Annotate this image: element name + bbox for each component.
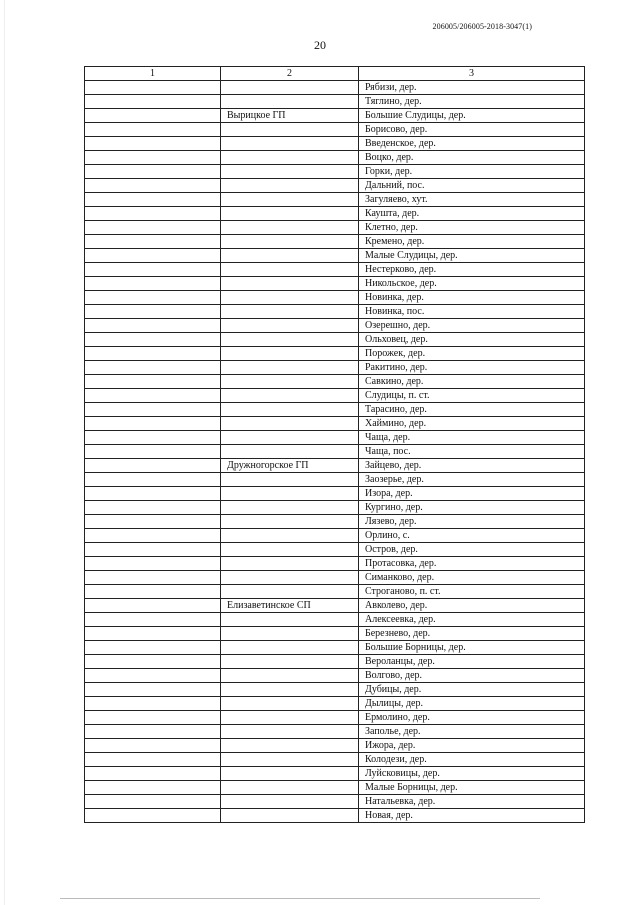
- table-row: [85, 137, 585, 151]
- cell-col-1: [85, 109, 221, 123]
- page-bottom-rule: [60, 898, 540, 899]
- table-row: [85, 221, 585, 235]
- table-row: [85, 417, 585, 431]
- cell-col-1: [85, 767, 221, 781]
- cell-settlement-unit: [221, 375, 359, 389]
- cell-locality: Дубицы, дер.: [359, 683, 585, 697]
- cell-col-1: [85, 249, 221, 263]
- table-row: [85, 263, 585, 277]
- table-row: [85, 655, 585, 669]
- table-row: [85, 515, 585, 529]
- cell-locality: Ракитино, дер.: [359, 361, 585, 375]
- cell-locality: Порожек, дер.: [359, 347, 585, 361]
- cell-col-1: [85, 753, 221, 767]
- cell-locality: Чаща, пос.: [359, 445, 585, 459]
- cell-settlement-unit: [221, 389, 359, 403]
- table-row: [85, 165, 585, 179]
- cell-locality: Тарасино, дер.: [359, 403, 585, 417]
- cell-settlement-unit: [221, 571, 359, 585]
- table-row: [85, 487, 585, 501]
- cell-locality: Ижора, дер.: [359, 739, 585, 753]
- table-row: [85, 767, 585, 781]
- cell-settlement-unit: [221, 487, 359, 501]
- table-row: [85, 235, 585, 249]
- table-row: [85, 361, 585, 375]
- cell-settlement-unit: [221, 683, 359, 697]
- cell-col-1: [85, 627, 221, 641]
- cell-locality: Каушта, дер.: [359, 207, 585, 221]
- cell-settlement-unit: [221, 795, 359, 809]
- cell-locality: Большие Слудицы, дер.: [359, 109, 585, 123]
- cell-locality: Колодези, дер.: [359, 753, 585, 767]
- column-header-2: 2: [221, 67, 359, 81]
- cell-settlement-unit: [221, 585, 359, 599]
- cell-col-1: [85, 725, 221, 739]
- cell-locality: Натальевка, дер.: [359, 795, 585, 809]
- cell-locality: Борисово, дер.: [359, 123, 585, 137]
- cell-col-1: [85, 613, 221, 627]
- cell-locality: Кремено, дер.: [359, 235, 585, 249]
- cell-settlement-unit: [221, 781, 359, 795]
- cell-settlement-unit: [221, 543, 359, 557]
- cell-col-1: [85, 697, 221, 711]
- cell-locality: Новинка, дер.: [359, 291, 585, 305]
- cell-locality: Протасовка, дер.: [359, 557, 585, 571]
- table-row: [85, 445, 585, 459]
- table-row: [85, 809, 585, 823]
- cell-col-1: [85, 193, 221, 207]
- cell-settlement-unit: [221, 249, 359, 263]
- cell-settlement-unit: [221, 739, 359, 753]
- cell-col-1: [85, 515, 221, 529]
- table-row: [85, 585, 585, 599]
- table-row: [85, 725, 585, 739]
- table-row: [85, 277, 585, 291]
- cell-settlement-unit: [221, 725, 359, 739]
- cell-col-1: [85, 319, 221, 333]
- cell-col-1: [85, 445, 221, 459]
- cell-col-1: [85, 305, 221, 319]
- cell-col-1: [85, 123, 221, 137]
- cell-settlement-unit: Елизаветинское СП: [221, 599, 359, 613]
- table-row: [85, 599, 585, 613]
- cell-locality: Вероланцы, дер.: [359, 655, 585, 669]
- cell-settlement-unit: [221, 627, 359, 641]
- cell-settlement-unit: [221, 235, 359, 249]
- table-row: [85, 543, 585, 557]
- cell-col-1: [85, 571, 221, 585]
- cell-col-1: [85, 291, 221, 305]
- table-row: [85, 291, 585, 305]
- cell-locality: Луйсковицы, дер.: [359, 767, 585, 781]
- cell-settlement-unit: [221, 557, 359, 571]
- cell-settlement-unit: [221, 179, 359, 193]
- cell-locality: Остров, дер.: [359, 543, 585, 557]
- cell-settlement-unit: [221, 221, 359, 235]
- cell-col-1: [85, 277, 221, 291]
- cell-settlement-unit: [221, 431, 359, 445]
- cell-locality: Изора, дер.: [359, 487, 585, 501]
- table-header-row: [85, 67, 585, 81]
- cell-col-1: [85, 403, 221, 417]
- cell-locality: Савкино, дер.: [359, 375, 585, 389]
- table-row: [85, 571, 585, 585]
- cell-locality: Тяглино, дер.: [359, 95, 585, 109]
- cell-locality: Волгово, дер.: [359, 669, 585, 683]
- cell-col-1: [85, 235, 221, 249]
- cell-settlement-unit: [221, 123, 359, 137]
- cell-locality: Никольское, дер.: [359, 277, 585, 291]
- cell-locality: Кургино, дер.: [359, 501, 585, 515]
- cell-settlement-unit: [221, 641, 359, 655]
- cell-locality: Рябизи, дер.: [359, 81, 585, 95]
- cell-col-1: [85, 669, 221, 683]
- cell-settlement-unit: [221, 697, 359, 711]
- cell-col-1: [85, 459, 221, 473]
- cell-col-1: [85, 655, 221, 669]
- settlements-table: [84, 66, 585, 823]
- cell-locality: Дылицы, дер.: [359, 697, 585, 711]
- table-row: [85, 613, 585, 627]
- table-row: [85, 501, 585, 515]
- cell-col-1: [85, 543, 221, 557]
- cell-settlement-unit: [221, 81, 359, 95]
- cell-col-1: [85, 221, 221, 235]
- cell-col-1: [85, 165, 221, 179]
- table-row: [85, 669, 585, 683]
- cell-locality: Хаймино, дер.: [359, 417, 585, 431]
- table-row: [85, 557, 585, 571]
- table-row: [85, 459, 585, 473]
- cell-col-1: [85, 431, 221, 445]
- table-row: [85, 627, 585, 641]
- cell-col-1: [85, 389, 221, 403]
- cell-locality: Воцко, дер.: [359, 151, 585, 165]
- cell-col-1: [85, 347, 221, 361]
- cell-settlement-unit: [221, 473, 359, 487]
- cell-settlement-unit: [221, 809, 359, 823]
- column-header-1: 1: [85, 67, 221, 81]
- cell-settlement-unit: [221, 333, 359, 347]
- table-row: [85, 193, 585, 207]
- table-row: [85, 151, 585, 165]
- cell-col-1: [85, 473, 221, 487]
- cell-locality: Клетно, дер.: [359, 221, 585, 235]
- cell-col-1: [85, 795, 221, 809]
- cell-col-1: [85, 809, 221, 823]
- cell-locality: Симанково, дер.: [359, 571, 585, 585]
- cell-settlement-unit: [221, 207, 359, 221]
- cell-locality: Чаща, дер.: [359, 431, 585, 445]
- cell-col-1: [85, 585, 221, 599]
- cell-settlement-unit: [221, 95, 359, 109]
- table-row: [85, 249, 585, 263]
- cell-locality: Нестерково, дер.: [359, 263, 585, 277]
- cell-col-1: [85, 179, 221, 193]
- cell-col-1: [85, 263, 221, 277]
- cell-col-1: [85, 95, 221, 109]
- cell-col-1: [85, 683, 221, 697]
- cell-locality: Дальний, пос.: [359, 179, 585, 193]
- table-row: [85, 641, 585, 655]
- settlements-table-container: [84, 66, 584, 823]
- table-row: [85, 529, 585, 543]
- cell-col-1: [85, 207, 221, 221]
- table-row: [85, 683, 585, 697]
- cell-col-1: [85, 333, 221, 347]
- cell-settlement-unit: [221, 417, 359, 431]
- cell-col-1: [85, 375, 221, 389]
- table-row: [85, 207, 585, 221]
- cell-locality: Введенское, дер.: [359, 137, 585, 151]
- cell-settlement-unit: [221, 711, 359, 725]
- cell-locality: Заполье, дер.: [359, 725, 585, 739]
- cell-col-1: [85, 81, 221, 95]
- table-body: [85, 81, 585, 823]
- cell-locality: Ольховец, дер.: [359, 333, 585, 347]
- table-row: [85, 795, 585, 809]
- cell-settlement-unit: [221, 529, 359, 543]
- cell-settlement-unit: [221, 501, 359, 515]
- table-row: [85, 375, 585, 389]
- cell-locality: Малые Слудицы, дер.: [359, 249, 585, 263]
- table-row: [85, 319, 585, 333]
- cell-settlement-unit: [221, 319, 359, 333]
- cell-settlement-unit: [221, 767, 359, 781]
- cell-locality: Новая, дер.: [359, 809, 585, 823]
- cell-col-1: [85, 151, 221, 165]
- cell-settlement-unit: [221, 613, 359, 627]
- table-row: [85, 123, 585, 137]
- cell-locality: Загуляево, хут.: [359, 193, 585, 207]
- cell-col-1: [85, 557, 221, 571]
- cell-settlement-unit: [221, 445, 359, 459]
- cell-settlement-unit: Дружногорское ГП: [221, 459, 359, 473]
- table-row: [85, 739, 585, 753]
- cell-locality: Слудицы, п. ст.: [359, 389, 585, 403]
- cell-locality: Новинка, пос.: [359, 305, 585, 319]
- cell-settlement-unit: [221, 165, 359, 179]
- cell-col-1: [85, 487, 221, 501]
- cell-col-1: [85, 529, 221, 543]
- cell-col-1: [85, 739, 221, 753]
- cell-settlement-unit: [221, 347, 359, 361]
- cell-col-1: [85, 599, 221, 613]
- document-id: 206005/206005-2018-3047(1): [432, 22, 532, 31]
- table-row: [85, 431, 585, 445]
- cell-locality: Малые Борницы, дер.: [359, 781, 585, 795]
- cell-settlement-unit: [221, 515, 359, 529]
- cell-settlement-unit: [221, 753, 359, 767]
- cell-settlement-unit: [221, 669, 359, 683]
- cell-settlement-unit: [221, 193, 359, 207]
- cell-locality: Алексеевка, дер.: [359, 613, 585, 627]
- cell-settlement-unit: [221, 291, 359, 305]
- cell-settlement-unit: [221, 655, 359, 669]
- cell-locality: Озерешно, дер.: [359, 319, 585, 333]
- cell-settlement-unit: [221, 305, 359, 319]
- cell-settlement-unit: [221, 361, 359, 375]
- cell-locality: Авколево, дер.: [359, 599, 585, 613]
- cell-settlement-unit: [221, 403, 359, 417]
- cell-locality: Заозерье, дер.: [359, 473, 585, 487]
- cell-col-1: [85, 417, 221, 431]
- cell-col-1: [85, 781, 221, 795]
- table-row: [85, 781, 585, 795]
- table-row: [85, 305, 585, 319]
- table-row: [85, 697, 585, 711]
- table-row: [85, 389, 585, 403]
- scan-margin-line: [4, 0, 5, 905]
- cell-settlement-unit: [221, 137, 359, 151]
- table-row: [85, 81, 585, 95]
- cell-locality: Орлино, с.: [359, 529, 585, 543]
- cell-settlement-unit: [221, 277, 359, 291]
- cell-locality: Ермолино, дер.: [359, 711, 585, 725]
- table-row: [85, 473, 585, 487]
- cell-locality: Зайцево, дер.: [359, 459, 585, 473]
- cell-locality: Горки, дер.: [359, 165, 585, 179]
- cell-settlement-unit: [221, 151, 359, 165]
- cell-locality: Березнево, дер.: [359, 627, 585, 641]
- cell-locality: Большие Борницы, дер.: [359, 641, 585, 655]
- cell-settlement-unit: Вырицкое ГП: [221, 109, 359, 123]
- cell-locality: Строганово, п. ст.: [359, 585, 585, 599]
- table-row: [85, 95, 585, 109]
- table-row: [85, 347, 585, 361]
- table-row: [85, 753, 585, 767]
- cell-settlement-unit: [221, 263, 359, 277]
- cell-col-1: [85, 501, 221, 515]
- cell-col-1: [85, 711, 221, 725]
- page-number: 20: [314, 38, 326, 52]
- table-row: [85, 333, 585, 347]
- table-row: [85, 179, 585, 193]
- table-row: [85, 711, 585, 725]
- cell-col-1: [85, 137, 221, 151]
- table-row: [85, 403, 585, 417]
- cell-col-1: [85, 361, 221, 375]
- cell-col-1: [85, 641, 221, 655]
- column-header-3: 3: [359, 67, 585, 81]
- cell-locality: Лязево, дер.: [359, 515, 585, 529]
- table-row: [85, 109, 585, 123]
